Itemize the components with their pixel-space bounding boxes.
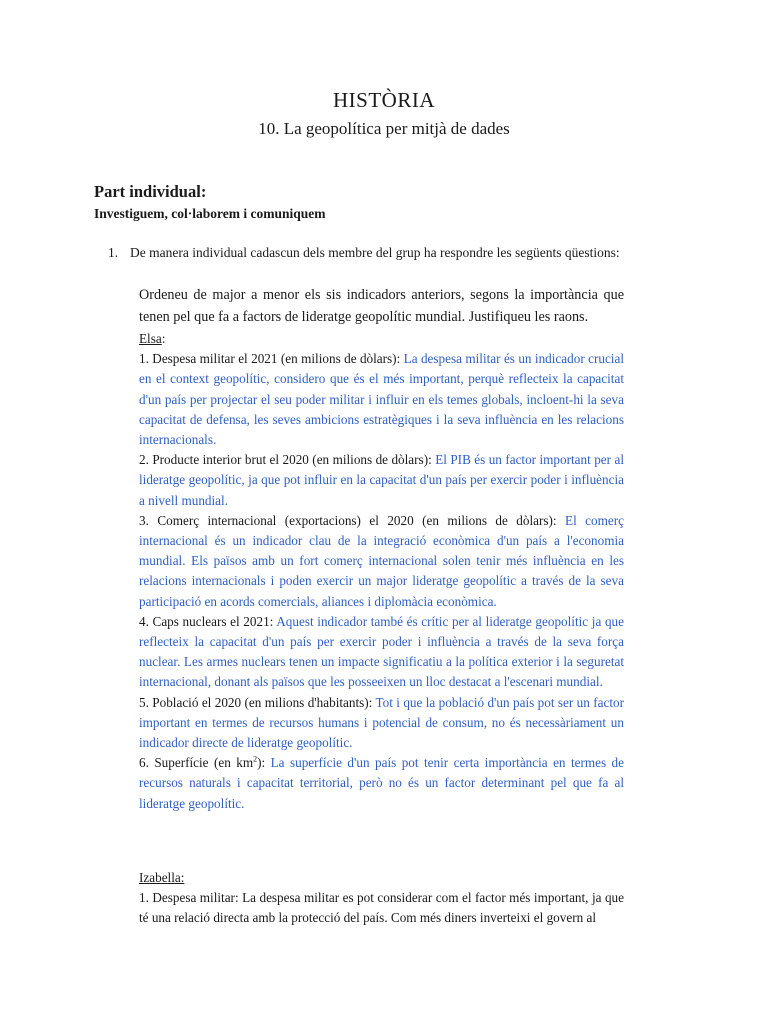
item-label: 6. Superfície (en $km^2$): xyxy=(139,754,266,771)
item-answer: La superfície d'un país pot tenir certa importància en termes de recursos naturals i capacitat territorial, però no és un factor determinant pel que fa al lideratge geopolític. xyxy=(139,755,625,811)
item-answer: Aquest indicador també és crític per al lideratge geopolític ja que reflecteix la capacitat d'un país per exercir poder i influència a través de la seva força nuclear. Les armes nuclears tenen un impacte significatiu a la política exterior i la seguretat internacional, donant als països que les posseeixen un lloc destacat a l'escenari mundial. xyxy=(139,613,624,690)
question-1 xyxy=(108,245,668,261)
elsa-item-2 xyxy=(139,450,624,511)
elsa-item-4 xyxy=(139,612,624,693)
item-label: 5. Població el 2020 (en milions d'habitants): xyxy=(139,694,373,710)
elsa-item-3 xyxy=(139,511,624,612)
item-label: 1. Despesa militar el 2021 (en milions de dòlars): xyxy=(139,351,401,367)
prompt-text: Ordeneu de major a menor els sis indicadors anteriors, segons la importància que tenen pel que fa a factors de lideratge geopolític mundial. Justifiqueu les raons. xyxy=(139,287,624,325)
question-number: 1. xyxy=(108,245,119,260)
item-answer: Tot i que la població d'un país pot ser un factor important en termes de recursos humans i potencial de consum, no és necessàriament un indicador directe de lideratge geopolític. xyxy=(139,694,624,751)
izabella-item-1: 1. Despesa militar: La despesa militar es pot considerar com el factor més important, ja que té una relació directa amb la protecció del país. Com més diners inverteixi el govern al xyxy=(139,890,624,926)
item-answer: El PIB és un factor important per al lideratge geopolític, ja que pot influir en la capacitat d'un país per exercir poder i influència a nivell mundial. xyxy=(139,452,625,508)
item-label: 2. Producte interior brut el 2020 (en milions de dòlars): xyxy=(139,452,432,468)
elsa-item-1 xyxy=(139,349,624,450)
page-subtitle: 10. La geopolítica per mitjà de dades xyxy=(258,119,510,138)
part-subheading: Investiguem, col·laborem i comuniquem xyxy=(94,206,326,221)
page-title: HISTÒRIA xyxy=(333,88,435,112)
answers-block xyxy=(139,285,624,928)
elsa-item-5 xyxy=(139,693,624,754)
item-label: 4. Caps nuclears el 2021: xyxy=(139,613,274,629)
elsa-item-6 xyxy=(139,753,624,814)
part-heading: Part individual: xyxy=(94,182,207,201)
question-text: De manera individual cadascun dels membre del grup ha respondre les següents qüestions: xyxy=(130,245,620,260)
item-label: 3. Comerç internacional (exportacions) el 2020 (en milions de dòlars): xyxy=(139,512,557,528)
item-answer: La despesa militar és un indicador crucial en el context geopolític, considero que és el més important, perquè reflecteix la capacitat d'un país per projectar el seu poder militar i influir en els temes globals, incloent-hi la seva capacitat de defensa, les seves ambicions estratègiques i la seva influència en les relacions internacionals. xyxy=(139,351,624,448)
student-name-elsa: Elsa: xyxy=(139,331,166,346)
student-name-izabella: Izabella: xyxy=(139,869,185,885)
item-answer: El comerç internacional és un indicador clau de la integració econòmica d'un país a l'economia mundial. Els països amb un fort comerç internacional solen tenir més influència en les relacions internacionals i poden exercir un major lideratge geopolític a través de la seva participació en acords comercials, aliances i diplomàcia econòmica. xyxy=(139,512,624,609)
